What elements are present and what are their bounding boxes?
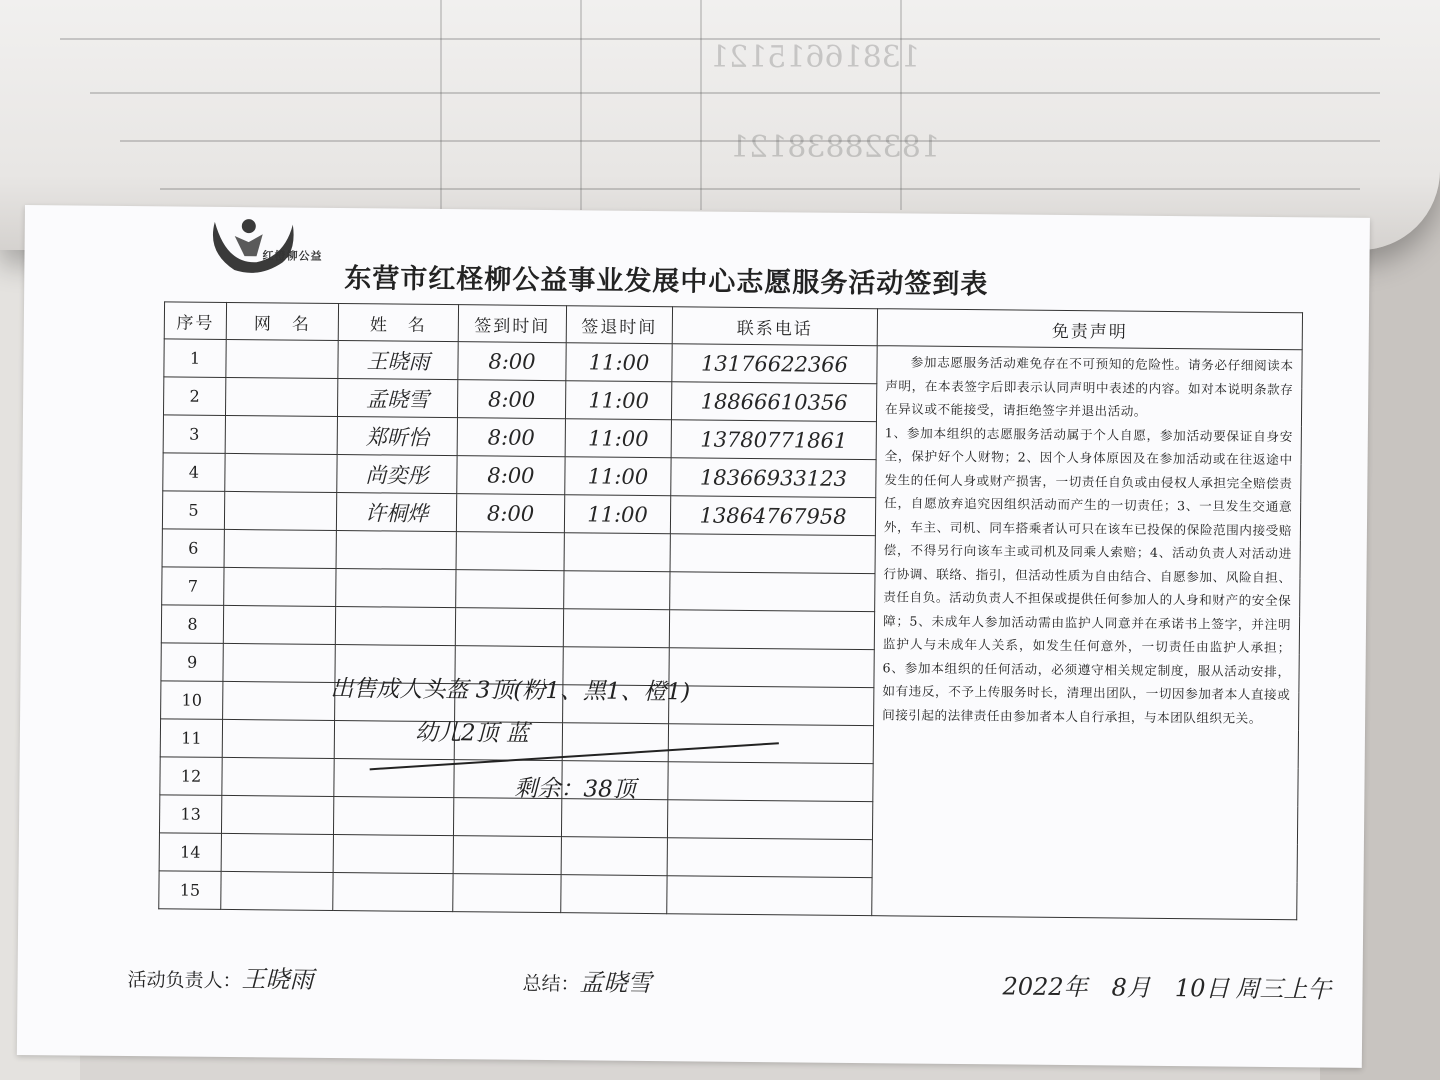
row-name	[337, 417, 457, 456]
header-name: 姓 名	[338, 304, 458, 342]
row-nickname	[224, 529, 336, 568]
header-disclaimer: 免责声明	[877, 309, 1302, 350]
row-name	[336, 493, 456, 532]
row-checkout-handwriting: 11:00	[588, 349, 650, 375]
row-nickname	[225, 415, 337, 454]
row-name-handwriting: 尚奕彤	[365, 462, 429, 488]
row-checkin	[457, 456, 565, 495]
row-checkout	[565, 457, 671, 496]
note-remaining-helmets: 剩余：38顶	[514, 775, 636, 803]
row-seq: 10	[161, 681, 223, 720]
row-checkin	[453, 798, 561, 837]
row-phone	[671, 382, 876, 422]
row-checkout-handwriting: 11:00	[587, 501, 648, 527]
footer-leader	[127, 958, 313, 995]
row-seq: 1	[164, 339, 226, 378]
row-phone	[671, 458, 876, 498]
row-checkout	[565, 419, 671, 458]
row-seq: 9	[161, 643, 223, 682]
row-checkout	[563, 609, 669, 648]
row-checkout	[565, 381, 671, 420]
row-checkout-handwriting: 11:00	[588, 387, 650, 413]
row-seq: 6	[162, 529, 224, 568]
attendance-table	[158, 301, 1303, 920]
row-seq: 2	[163, 377, 225, 416]
date-handwritten: 2022年 8月 10日	[1002, 972, 1230, 1003]
row-phone	[667, 800, 872, 840]
row-phone	[670, 572, 875, 612]
row-phone	[669, 610, 874, 650]
disclaimer-text	[872, 346, 1302, 920]
row-nickname	[221, 871, 333, 910]
row-seq: 5	[162, 491, 224, 530]
row-seq: 7	[162, 567, 224, 606]
row-phone-handwriting: 13864767958	[699, 502, 847, 529]
row-name	[337, 455, 457, 494]
footer-date	[1002, 966, 1331, 1004]
row-checkin	[453, 874, 561, 913]
leader-label: 活动负责人：	[127, 969, 242, 993]
row-checkin	[457, 380, 565, 419]
row-checkin	[453, 836, 561, 875]
row-nickname	[223, 681, 335, 720]
row-checkin	[457, 418, 565, 457]
row-name-handwriting: 郑昕怡	[365, 424, 429, 450]
row-name	[333, 834, 453, 873]
sign-in-sheet	[17, 205, 1370, 1068]
row-phone	[672, 344, 877, 384]
row-checkin	[458, 342, 566, 381]
row-seq: 13	[159, 795, 221, 834]
row-name	[338, 341, 458, 380]
row-name	[335, 607, 455, 646]
row-checkin	[456, 494, 564, 533]
row-phone	[669, 686, 874, 726]
header-nickname: 网 名	[226, 302, 338, 340]
row-checkout-handwriting: 11:00	[587, 463, 649, 489]
row-seq: 14	[159, 833, 221, 872]
row-checkin	[455, 608, 563, 647]
row-nickname	[221, 795, 333, 834]
organization-logo	[204, 212, 305, 279]
row-nickname	[223, 605, 335, 644]
row-nickname	[222, 757, 334, 796]
summary-label: 总结：	[522, 972, 580, 996]
row-nickname	[226, 339, 338, 378]
row-name-handwriting: 王晓雨	[366, 348, 430, 374]
row-seq: 15	[159, 871, 221, 910]
row-seq: 8	[161, 605, 223, 644]
header-seq: 序号	[164, 302, 226, 340]
row-name-handwriting: 许桐烨	[364, 500, 429, 526]
row-phone	[667, 876, 872, 916]
row-phone	[668, 762, 873, 802]
leader-signature: 王晓雨	[241, 965, 314, 994]
row-name	[333, 796, 453, 835]
row-phone	[669, 648, 874, 688]
row-nickname	[223, 643, 335, 682]
flipped-back-page: 13816615121 18328838121	[0, 0, 1440, 250]
row-name	[337, 379, 457, 418]
row-checkin-handwriting: 8:00	[488, 348, 536, 374]
row-checkout	[561, 875, 667, 914]
row-checkout	[561, 837, 667, 876]
row-phone	[671, 420, 876, 460]
row-name	[336, 531, 456, 570]
row-nickname	[225, 377, 337, 416]
row-nickname	[221, 833, 333, 872]
header-phone: 联系电话	[672, 307, 877, 346]
row-checkout	[561, 799, 667, 838]
row-name	[333, 872, 453, 911]
row-checkin-handwriting: 8:00	[487, 424, 535, 450]
header-checkin: 签到时间	[458, 305, 566, 343]
row-checkin-handwriting: 8:00	[487, 386, 536, 412]
row-nickname	[224, 491, 336, 530]
note-child-helmets: 幼儿2顶 蓝	[414, 719, 530, 747]
footer-summary	[522, 962, 651, 998]
row-phone	[670, 534, 875, 574]
row-checkout	[564, 571, 670, 610]
row-checkin-handwriting: 8:00	[487, 462, 535, 488]
row-seq: 12	[160, 757, 222, 796]
row-phone-handwriting: 13780771861	[700, 426, 848, 453]
page-title: 东营市红柽柳公益事业发展中心志愿服务活动签到表	[344, 263, 989, 301]
row-seq: 3	[163, 415, 225, 454]
summary-signature: 孟晓雪	[579, 968, 652, 998]
row-checkout	[564, 533, 670, 572]
row-phone-handwriting: 18866610356	[700, 388, 848, 415]
row-nickname	[225, 453, 337, 492]
row-name	[336, 569, 456, 608]
disclaimer-paragraph: 1、参加本组织的志愿服务活动属于个人自愿，参加活动要保证自身安全，保护好个人财物；2、因个人身体原因及在参加活动或在往返途中发生的任何人身或财产损害，一切责任自负或由侵权人承担完全赔偿责任，自愿放弃追究因组织活动而产生的一切责任；3、一旦发生交通意外，车主、司机、同车搭乘者认可只在该车已投保的保险范围内接受赔偿，不得另行向该车主或司机及同乘人索赔；4、活动负责人对活动进行协调、联络、指引，但活动性质为自由结合、自愿参加、风险自担、责任自负。活动负责人不担保或提供任何参加人的人身和财产的安全保障；5、未成年人参加活动需由监护人同意并在承诺书上签字，并注明监护人与未成年人关系，如发生任何意外，一切责任由监护人承担；6、参加本组织的任何活动，必须遵守相关规定制度，服从活动安排，如有违反，不予上传服务时长，清理出团队，一切因参加者本人直接或间接引起的法律责任由参加者本人自行承担，与本团队组织无关。	[882, 424, 1293, 726]
weekday-handwritten: 周三上午	[1235, 974, 1332, 1004]
row-checkout	[564, 495, 670, 534]
row-phone	[670, 496, 875, 536]
row-name-handwriting: 孟晓雪	[366, 386, 430, 412]
row-nickname	[222, 719, 334, 758]
row-checkout-handwriting: 11:00	[587, 425, 649, 451]
row-nickname	[224, 567, 336, 606]
row-seq: 4	[163, 453, 225, 492]
row-checkin	[456, 570, 564, 609]
row-checkout	[566, 343, 672, 382]
row-checkin-handwriting: 8:00	[486, 500, 535, 526]
row-checkin	[456, 532, 564, 571]
header-checkout: 签退时间	[566, 306, 672, 344]
logo-text: 红橙柳公益	[262, 249, 323, 263]
row-phone	[667, 838, 872, 878]
disclaimer-paragraph: 参加志愿服务活动难免存在不可预知的危险性。请务必仔细阅读本声明，在本表签字后即表示认同声明中表述的内容。如对本说明条款存在异议或不能接受，请拒绝签字并退出活动。	[885, 354, 1294, 419]
row-phone-handwriting: 13176622366	[700, 350, 849, 377]
row-phone-handwriting: 18366933123	[699, 464, 848, 491]
row-seq: 11	[160, 719, 222, 758]
note-sold-adult-helmets: 出售成人头盔 3顶(粉1、黑1、橙1)	[330, 675, 691, 706]
